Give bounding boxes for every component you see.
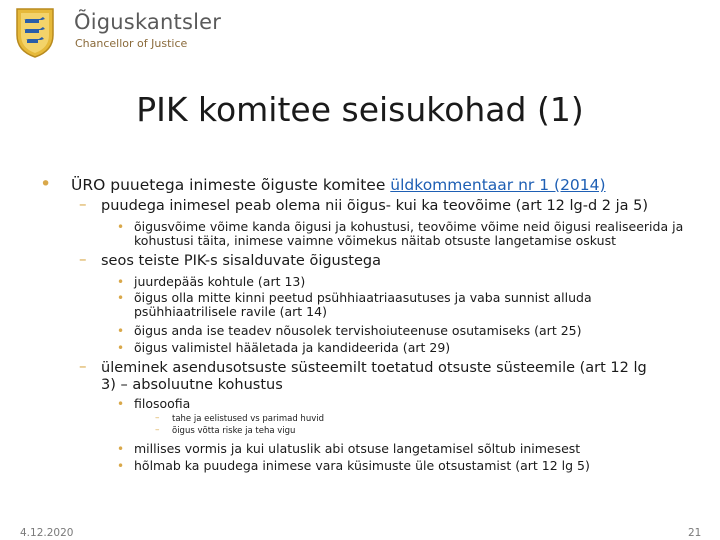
- point-text: õigus anda ise teadev nõusolek tervishoiuteenuse osutamiseks (art 25): [134, 323, 582, 338]
- sub-item-text: puudega inimesel peab olema nii õigus- kui ka teovõime (art 12 lg-d 2 ja 5): [101, 198, 649, 214]
- point-psychiatric-detention: [117, 290, 684, 319]
- point-text: hõlmab ka puudega inimese vara küsimuste üle otsustamist (art 12 lg 5): [134, 458, 590, 473]
- bullet-dot-icon: •: [117, 220, 125, 234]
- bullet-dot-icon: •: [117, 397, 125, 411]
- point-informed-consent: [117, 323, 694, 338]
- slide-title: PIK komitee seisukohad (1): [136, 90, 584, 129]
- bullet-dot-icon: •: [117, 324, 125, 338]
- philosophy-text: õigus võtta riske ja teha vigu: [172, 426, 296, 436]
- point-text: millises vormis ja kui ulatuslik abi otsuse langetamisel sõltub inimesest: [134, 441, 581, 456]
- philosophy-point-will-preferences: [155, 413, 324, 425]
- philosophy-text: tahe ja eelistused vs parimad huvid: [172, 414, 324, 424]
- sub-item-text: seos teiste PIK-s sisalduvate õigustega: [101, 253, 381, 269]
- point-text: filosoofia: [134, 396, 191, 411]
- dash-bullet-icon: –: [155, 413, 160, 423]
- point-text: juurdepääs kohtule (art 13): [134, 274, 306, 289]
- sub-item-related-rights: [79, 250, 661, 270]
- sub-item-text: üleminek asendusotsuste süsteemilt toetatud otsuste süsteemile (art 12 lg 3) – absoluutne kohustus: [101, 360, 647, 393]
- dash-bullet-icon: –: [155, 425, 160, 435]
- point-text: õigus olla mitte kinni peetud psühhiaatriaasutuses ja vaba sunnist alluda psühhiaatrilisele ravile (art 14): [134, 290, 592, 319]
- sub-item-legal-capacity: [79, 195, 661, 215]
- point-philosophy: [117, 396, 694, 411]
- point-access-to-court: [117, 274, 694, 289]
- sub-item-supported-decisions: [79, 357, 661, 394]
- org-subtitle: Chancellor of Justice: [75, 37, 188, 50]
- dash-bullet-icon: –: [79, 357, 87, 375]
- philosophy-point-risks: [155, 425, 296, 437]
- point-text: õigus valimistel hääletada ja kandideerida (art 29): [134, 340, 451, 355]
- point-form-of-support: [117, 441, 694, 456]
- org-name: Õiguskantsler: [74, 10, 222, 34]
- point-voting-rights: [117, 340, 694, 355]
- bullet-item-uro: [40, 173, 606, 195]
- bullet-dot-icon: •: [117, 275, 125, 289]
- bullet-dot-icon: •: [117, 442, 125, 456]
- bullet-dot-icon: •: [40, 173, 52, 195]
- page-number: 21: [688, 527, 702, 539]
- bullet-dot-icon: •: [117, 291, 125, 305]
- point-text: õigusvõime võime kanda õigusi ja kohustusi, teovõime võime neid õigusi realiseerida ja kohustusi täita, inimese vaimne võimekus näitab otsuste langetamise oskust: [134, 219, 684, 248]
- general-comment-link[interactable]: üldkommentaar nr 1 (2014): [390, 176, 606, 194]
- bullet-dot-icon: •: [117, 341, 125, 355]
- point-property-matters: [117, 458, 694, 473]
- coat-of-arms-logo-icon: [13, 5, 57, 59]
- point-legal-capacity-definition: [117, 219, 694, 248]
- bullet-dot-icon: •: [117, 459, 125, 473]
- footer-date: 4.12.2020: [20, 527, 74, 539]
- dash-bullet-icon: –: [79, 195, 87, 213]
- dash-bullet-icon: –: [79, 250, 87, 268]
- bullet-text: ÜRO puuetega inimeste õiguste komitee: [71, 176, 391, 194]
